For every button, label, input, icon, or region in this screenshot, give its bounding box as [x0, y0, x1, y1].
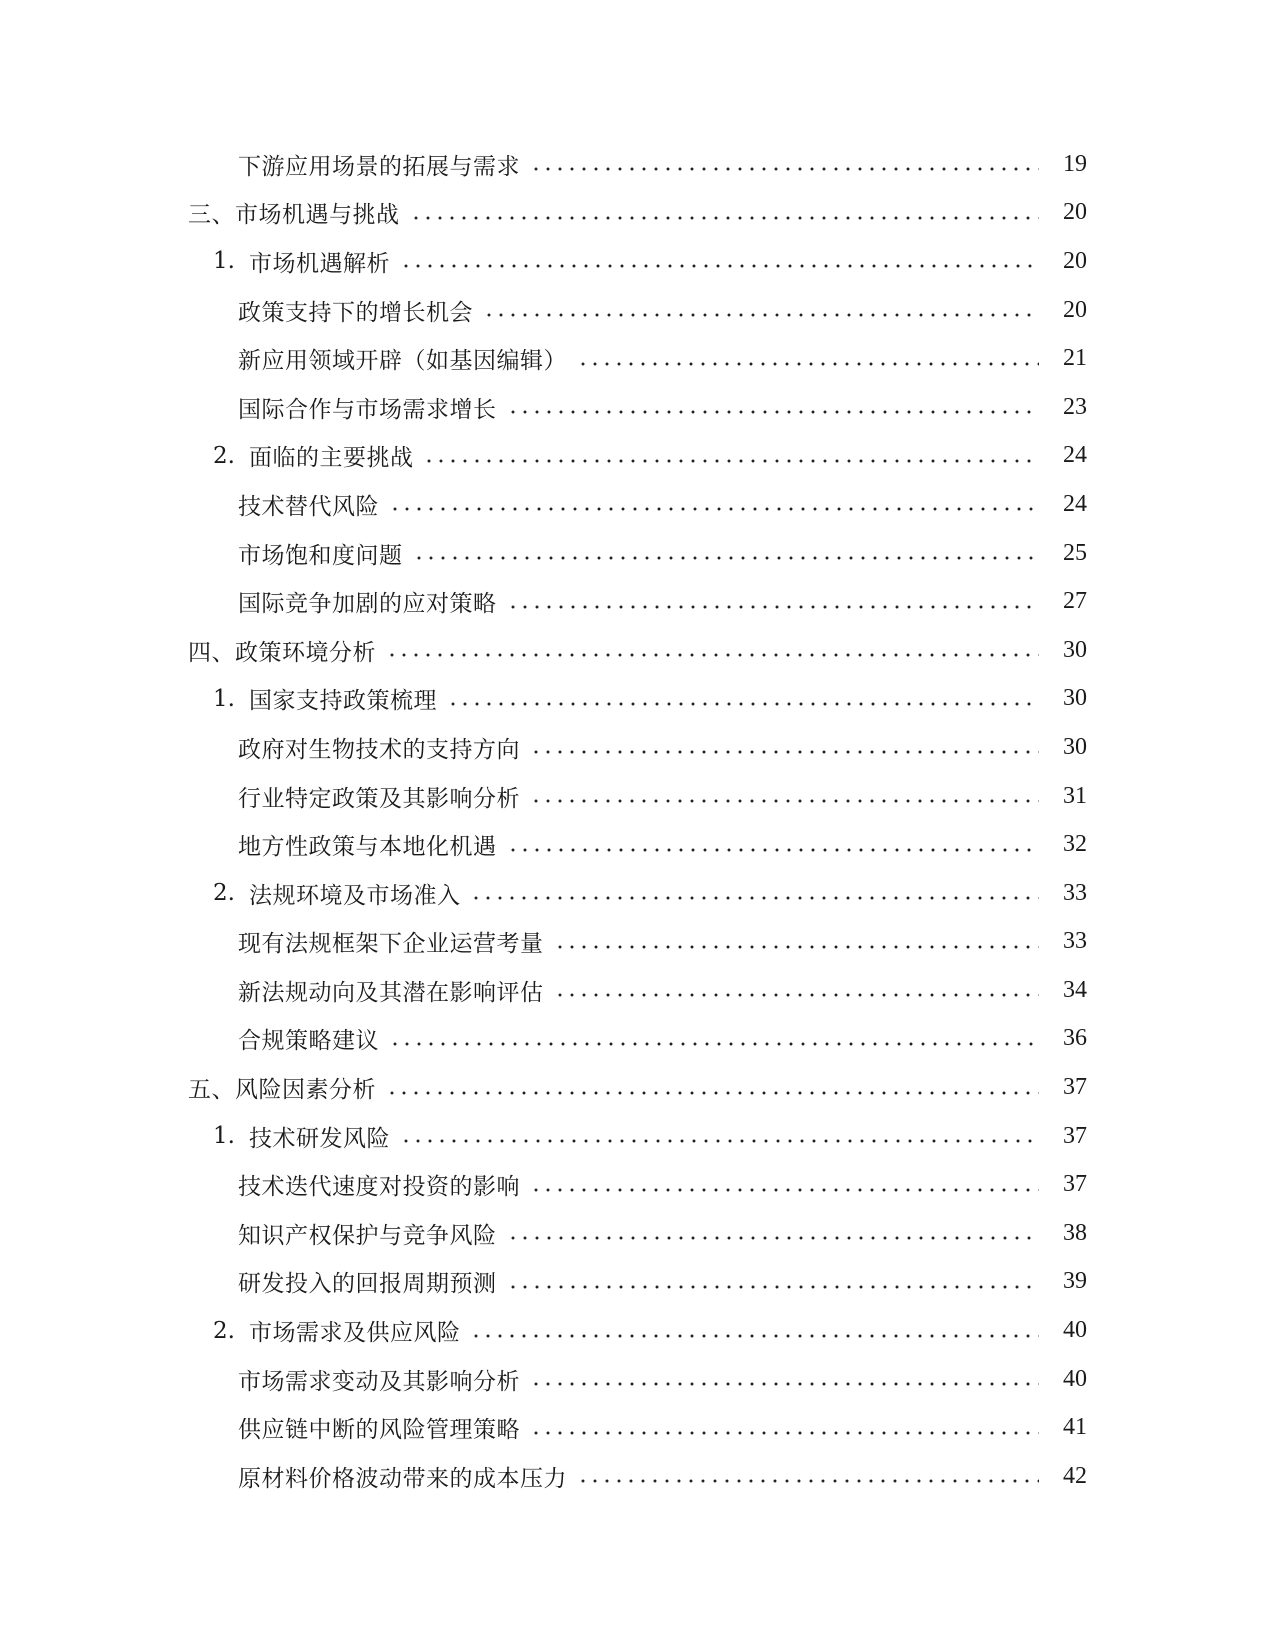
toc-entry-title: 行业特定政策及其影响分析: [238, 785, 520, 812]
toc-entry-page-number: 23: [1063, 393, 1087, 420]
toc-entry-page-number: 41: [1063, 1414, 1087, 1441]
toc-entry-title: 研发投入的回报周期预测: [238, 1271, 497, 1298]
toc-entry-number: 2.: [213, 442, 235, 469]
toc-entry-number: 1.: [213, 685, 235, 712]
toc-entry-title: 新法规动向及其潜在影响评估: [238, 979, 544, 1006]
dot-leader: [577, 362, 1039, 366]
dot-leader: [389, 1042, 1039, 1046]
toc-entry-title: 国际合作与市场需求增长: [238, 396, 497, 423]
toc-entry-title: 法规环境及市场准入: [248, 882, 461, 909]
toc-entry-title: 三、市场机遇与挑战: [188, 202, 400, 229]
toc-entry-page-number: 30: [1063, 733, 1087, 760]
dot-leader: [530, 750, 1039, 754]
toc-entry[interactable]: [0, 383, 1275, 432]
toc-entry[interactable]: [0, 1063, 1275, 1112]
toc-entry[interactable]: [0, 334, 1275, 383]
dot-leader: [423, 459, 1039, 463]
toc-entry-number: 1.: [213, 248, 235, 275]
toc-entry-title: 知识产权保护与竞争风险: [238, 1222, 497, 1249]
dot-leader: [386, 653, 1039, 657]
dot-leader: [470, 896, 1039, 900]
toc-entry-page-number: 24: [1063, 490, 1087, 517]
toc-entry-title: 市场饱和度问题: [238, 542, 403, 569]
toc-entry[interactable]: [0, 480, 1275, 529]
toc-entry[interactable]: [0, 189, 1275, 238]
toc-entry-page-number: 37: [1063, 1122, 1087, 1149]
dot-leader: [400, 1139, 1039, 1143]
dot-leader: [447, 702, 1039, 706]
toc-entry-page-number: 30: [1063, 685, 1087, 712]
toc-entry-title: 四、政策环境分析: [188, 639, 376, 666]
dot-leader: [400, 264, 1039, 268]
dot-leader: [554, 993, 1040, 997]
toc-entry[interactable]: [0, 1112, 1275, 1161]
toc-entry-title: 技术替代风险: [238, 493, 379, 520]
toc-entry-page-number: 38: [1063, 1219, 1087, 1246]
toc-entry-title: 市场需求变动及其影响分析: [238, 1368, 520, 1395]
toc-entry-title: 五、风险因素分析: [188, 1077, 376, 1104]
toc-entry-number: 1.: [213, 1123, 235, 1150]
dot-leader: [507, 410, 1040, 414]
dot-leader: [507, 1285, 1040, 1289]
toc-entry-title: 现有法规框架下企业运营考量: [238, 931, 544, 958]
toc-entry-page-number: 32: [1063, 831, 1087, 858]
toc-entry-page-number: 34: [1063, 976, 1087, 1003]
toc-entry-page-number: 20: [1063, 199, 1087, 226]
toc-entry[interactable]: [0, 1160, 1275, 1209]
toc-entry-title: 市场机遇解析: [248, 250, 390, 277]
dot-leader: [554, 945, 1040, 949]
toc-entry-number: 2.: [213, 1317, 235, 1344]
toc-entry[interactable]: [0, 918, 1275, 967]
toc-entry-title: 供应链中断的风险管理策略: [238, 1417, 520, 1444]
toc-entry[interactable]: [0, 1452, 1275, 1501]
dot-leader: [413, 556, 1040, 560]
toc-entry-page-number: 39: [1063, 1268, 1087, 1295]
toc-entry-page-number: 21: [1063, 345, 1087, 372]
dot-leader: [530, 1382, 1039, 1386]
toc-entry[interactable]: [0, 237, 1275, 286]
toc-entry-page-number: 40: [1063, 1365, 1087, 1392]
toc-entry-page-number: 37: [1063, 1171, 1087, 1198]
toc-entry-page-number: 40: [1063, 1317, 1087, 1344]
dot-leader: [530, 1431, 1039, 1435]
toc-entry-title: 国家支持政策梳理: [248, 688, 437, 715]
toc-entry-number: 2.: [213, 880, 235, 907]
toc-entry[interactable]: [0, 432, 1275, 481]
dot-leader: [507, 605, 1040, 609]
dot-leader: [389, 507, 1039, 511]
dot-leader: [530, 1188, 1039, 1192]
toc-entry-page-number: 20: [1063, 247, 1087, 274]
toc-entry-page-number: 36: [1063, 1025, 1087, 1052]
toc-entry-page-number: 20: [1063, 296, 1087, 323]
dot-leader: [530, 799, 1039, 803]
toc-entry-page-number: 31: [1063, 782, 1087, 809]
dot-leader: [507, 1236, 1040, 1240]
toc-entry-title: 地方性政策与本地化机遇: [238, 834, 497, 861]
toc-entry-title: 国际竞争加剧的应对策略: [238, 591, 497, 618]
toc-entry[interactable]: [0, 820, 1275, 869]
toc-entry[interactable]: [0, 529, 1275, 578]
toc-entry-title: 政府对生物技术的支持方向: [238, 736, 520, 763]
dot-leader: [577, 1479, 1039, 1483]
toc-entry[interactable]: [0, 675, 1275, 724]
toc-entry[interactable]: [0, 723, 1275, 772]
toc-entry-title: 市场需求及供应风险: [248, 1320, 461, 1347]
toc-entry-page-number: 33: [1063, 879, 1087, 906]
toc-entry[interactable]: [0, 140, 1275, 189]
table-of-contents: [0, 140, 1275, 1501]
toc-entry[interactable]: [0, 1306, 1275, 1355]
toc-entry[interactable]: [0, 626, 1275, 675]
toc-entry[interactable]: [0, 966, 1275, 1015]
toc-entry-title: 政策支持下的增长机会: [238, 299, 473, 326]
toc-entry-page-number: 30: [1063, 636, 1087, 663]
dot-leader: [530, 167, 1039, 171]
toc-entry[interactable]: [0, 577, 1275, 626]
toc-entry[interactable]: [0, 869, 1275, 918]
toc-entry-page-number: 33: [1063, 928, 1087, 955]
toc-entry[interactable]: [0, 1355, 1275, 1404]
toc-entry-title: 技术研发风险: [248, 1125, 390, 1152]
toc-entry-title: 新应用领域开辟（如基因编辑）: [238, 348, 567, 375]
toc-entry-page-number: 37: [1063, 1074, 1087, 1101]
toc-entry-page-number: 42: [1063, 1462, 1087, 1489]
dot-leader: [386, 1091, 1039, 1095]
toc-entry-page-number: 24: [1063, 442, 1087, 469]
dot-leader: [470, 1334, 1039, 1338]
toc-entry[interactable]: [0, 772, 1275, 821]
toc-entry-title: 原材料价格波动带来的成本压力: [238, 1465, 567, 1492]
toc-entry-title: 下游应用场景的拓展与需求: [238, 153, 520, 180]
toc-entry[interactable]: [0, 1209, 1275, 1258]
toc-entry[interactable]: [0, 1258, 1275, 1307]
toc-entry[interactable]: [0, 1403, 1275, 1452]
toc-entry-page-number: 19: [1063, 150, 1087, 177]
dot-leader: [410, 216, 1040, 220]
toc-entry-page-number: 25: [1063, 539, 1087, 566]
dot-leader: [483, 313, 1039, 317]
toc-entry[interactable]: [0, 286, 1275, 335]
toc-entry[interactable]: [0, 1015, 1275, 1064]
dot-leader: [507, 848, 1040, 852]
toc-entry-title: 合规策略建议: [238, 1028, 379, 1055]
toc-entry-page-number: 27: [1063, 588, 1087, 615]
toc-entry-title: 面临的主要挑战: [248, 445, 414, 472]
toc-entry-title: 技术迭代速度对投资的影响: [238, 1174, 520, 1201]
